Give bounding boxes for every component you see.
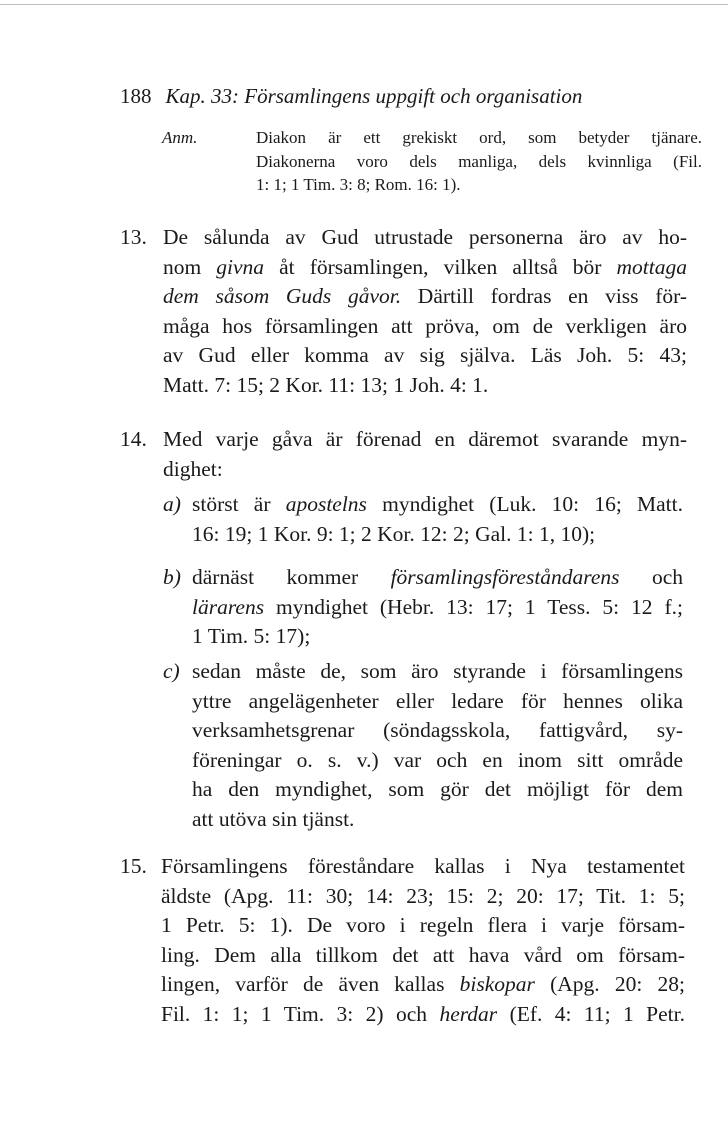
text-line: verksamhetsgrenar (söndagsskola, fattigvård, sy-: [192, 718, 683, 742]
text-line: dighet:: [163, 456, 223, 481]
page-edge-line: [0, 4, 728, 5]
text-line: lärarens myndighet (Hebr. 13: 17; 1 Tess. 5: 12 f.;: [192, 594, 683, 619]
section-number: 13.: [120, 225, 147, 249]
text-line: 16: 19; 1 Kor. 9: 1; 2 Kor. 12: 2; Gal. 1: 1, 10);: [192, 521, 596, 546]
text-line: störst är apostelns myndighet (Luk. 10: 16; Matt.: [192, 492, 684, 516]
emphasis: givna: [216, 254, 265, 279]
text-line: av Gud eller komma av sig själva. Läs Joh. 5: 43;: [163, 343, 687, 367]
emphasis: biskopar: [459, 972, 535, 996]
text-line: yttre angelägenheter eller ledare för hennes olika: [192, 688, 683, 713]
emphasis: mottaga: [616, 254, 687, 279]
text-line: därnäst kommer församlingsföreståndarens och: [192, 565, 683, 589]
text-line: Församlingens föreståndare kallas i Nya testamentet: [161, 854, 685, 878]
text-line: Fil. 1: 1; 1 Tim. 3: 2) och herdar (Ef. 4: 11; 1 Petr.: [161, 1001, 685, 1026]
text-line: ling. Dem alla tillkom det att hava vård om försam-: [161, 942, 685, 967]
text-line: dem såsom Guds gåvor. Därtill fordras en viss för-: [163, 284, 688, 308]
text-line: måga hos församlingen att pröva, om de verkligen äro: [163, 313, 687, 338]
note-text: [256, 126, 702, 197]
text-line: nom givna åt församlingen, vilken alltså bör mottaga: [163, 254, 687, 279]
emphasis: herdar: [439, 1001, 498, 1026]
emphasis: dem såsom Guds gåvor.: [163, 284, 402, 308]
emphasis: församlingsföreståndarens: [390, 565, 620, 589]
text-line: äldste (Apg. 11: 30; 14: 23; 15: 2; 20: 17; Tit. 1: 5;: [161, 883, 685, 908]
text-line: sedan måste de, som äro styrande i församlingens: [192, 659, 683, 683]
emphasis: apostelns: [285, 492, 367, 516]
running-header: [120, 84, 582, 109]
subsection-text: [192, 563, 683, 652]
subsection-letter: c): [163, 659, 180, 683]
subsection-text: [192, 490, 683, 549]
text-line: att utöva sin tjänst.: [192, 806, 355, 831]
text-line: De sålunda av Gud utrustade personerna äro av ho-: [163, 225, 687, 249]
text-line: Med varje gåva är förenad en däremot svarande myn-: [163, 427, 687, 451]
section-text: [163, 425, 687, 484]
section-text: [161, 852, 685, 1029]
note-label: Anm.: [162, 128, 198, 147]
section-text: [163, 223, 687, 400]
subsection-letter: a): [163, 492, 181, 516]
page-number: 188: [120, 84, 152, 108]
section-number: 15.: [120, 854, 147, 878]
note-line: Diakon är ett grekiskt ord, som betyder tjänare.: [256, 128, 702, 147]
note-line: Diakonerna voro dels manliga, dels kvinnliga (Fil.: [256, 151, 702, 171]
subsection-letter: b): [163, 565, 181, 589]
text-line: lingen, varför de även kallas biskopar (Apg. 20: 28;: [161, 972, 685, 996]
text-line: 1 Petr. 5: 1). De voro i regeln flera i varje försam-: [161, 913, 685, 937]
text-line: Matt. 7: 15; 2 Kor. 11: 13; 1 Joh. 4: 1.: [163, 372, 489, 397]
chapter-title: Kap. 33: Församlingens uppgift och organisation: [165, 84, 583, 108]
note-line: 1: 1; 1 Tim. 3: 8; Rom. 16: 1).: [256, 175, 461, 194]
subsection-text: [192, 657, 683, 834]
text-line: ha den myndighet, som gör det möjligt för dem: [192, 777, 683, 801]
emphasis: lärarens: [192, 594, 265, 619]
text-line: föreningar o. s. v.) var och en inom sitt område: [192, 747, 683, 772]
text-line: 1 Tim. 5: 17);: [192, 624, 311, 648]
section-number: 14.: [120, 427, 147, 451]
